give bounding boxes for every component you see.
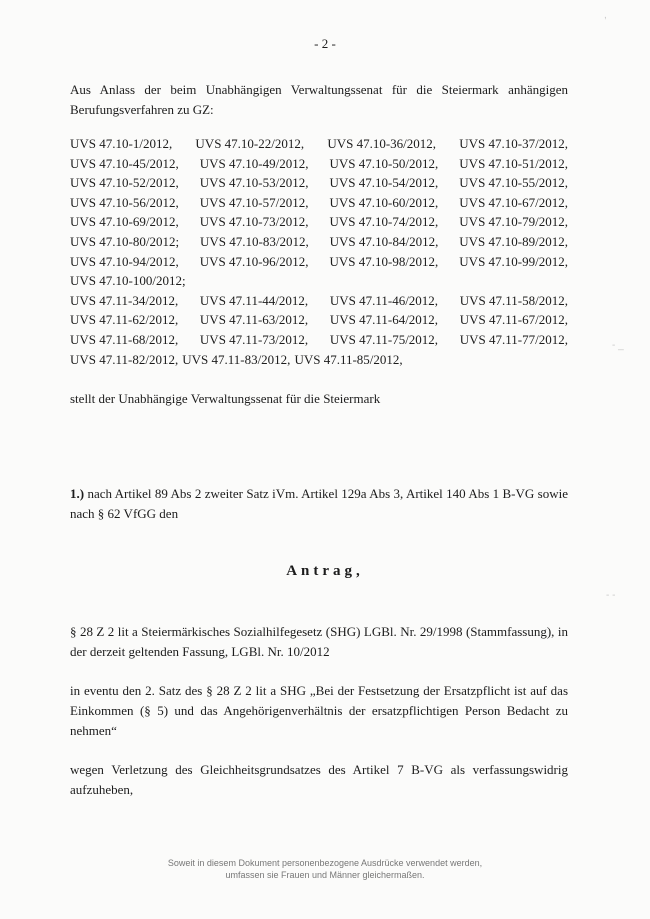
page-number: - 2 - bbox=[314, 36, 336, 51]
case-number: UVS 47.11-77/2012, bbox=[459, 331, 568, 347]
case-number: UVS 47.10-22/2012, bbox=[195, 136, 305, 151]
case-number: UVS 47.10-57/2012, bbox=[199, 194, 309, 210]
case-number: UVS 47.11-58/2012, bbox=[459, 292, 568, 308]
case-number-line bbox=[70, 291, 568, 311]
case-number-line bbox=[70, 252, 568, 272]
case-number: UVS 47.10-49/2012, bbox=[199, 155, 309, 171]
case-number: UVS 47.11-46/2012, bbox=[329, 292, 439, 308]
case-number: UVS 47.10-73/2012, bbox=[199, 214, 309, 230]
case-number-line bbox=[70, 154, 568, 174]
case-number-line bbox=[70, 310, 568, 330]
case-number: UVS 47.10-54/2012, bbox=[329, 175, 439, 191]
clause-text: nach Artikel 89 Abs 2 zweiter Satz iVm. Artikel 129a Abs 3, Artikel 140 Abs 1 B-VG sowie nach § 62 VfGG den bbox=[70, 486, 568, 521]
case-number: UVS 47.10-84/2012, bbox=[329, 233, 439, 249]
case-number-line bbox=[70, 330, 568, 350]
case-number: UVS 47.10-98/2012, bbox=[329, 253, 439, 269]
case-number: UVS 47.10-69/2012, bbox=[70, 214, 179, 230]
case-number: UVS 47.10-80/2012; bbox=[70, 233, 180, 249]
clause-1 bbox=[70, 484, 568, 524]
case-number-line bbox=[70, 232, 568, 252]
case-number: UVS 47.10-51/2012, bbox=[459, 155, 568, 171]
case-number: UVS 47.10-74/2012, bbox=[329, 214, 439, 230]
case-number: UVS 47.10-52/2012, bbox=[70, 175, 179, 191]
footer-note bbox=[0, 857, 650, 881]
case-number-line bbox=[70, 134, 568, 154]
case-number: UVS 47.11-62/2012, bbox=[70, 312, 179, 328]
footer-line-2: umfassen sie Frauen und Männer gleichermaßen. bbox=[225, 870, 425, 880]
paragraph-shg: § 28 Z 2 lit a Steiermärkisches Sozialhilfegesetz (SHG) LGBl. Nr. 29/1998 (Stammfassung), in der derzeit geltenden Fassung, LGBl. Nr. 10/2012 bbox=[70, 624, 568, 659]
case-number-line bbox=[70, 173, 568, 193]
case-number: UVS 47.11-34/2012, bbox=[70, 292, 179, 308]
case-number: UVS 47.10-89/2012, bbox=[459, 233, 568, 249]
heading-antrag: Antrag, bbox=[286, 563, 364, 579]
case-number: UVS 47.10-100/2012; bbox=[70, 273, 186, 289]
case-number: UVS 47.11-82/2012, bbox=[70, 351, 179, 367]
paragraph-verletzung: wegen Verletzung des Gleichheitsgrundsatzes des Artikel 7 B-VG als verfassungswidrig aufzuheben, bbox=[70, 762, 568, 797]
scan-mark: - _ bbox=[612, 340, 624, 351]
case-number-line bbox=[70, 212, 568, 232]
case-number-line bbox=[70, 271, 568, 291]
case-number: UVS 47.11-64/2012, bbox=[329, 312, 439, 328]
intro-paragraph: Aus Anlass der beim Unabhängigen Verwaltungssenat für die Steiermark anhängigen Berufungsverfahren zu GZ: bbox=[70, 82, 568, 117]
case-number: UVS 47.11-85/2012, bbox=[294, 351, 403, 367]
paragraph-in-eventu: in eventu den 2. Satz des § 28 Z 2 lit a SHG „Bei der Festsetzung der Ersatzpflicht ist auf das Einkommen (§ 5) und das Angehörigenverhältnis der ersatzpflichtigen Person Bedacht zu nehmen“ bbox=[70, 683, 568, 738]
case-number: UVS 47.10-56/2012, bbox=[70, 194, 179, 210]
case-number: UVS 47.10-1/2012, bbox=[70, 136, 173, 151]
footer-line-1: Soweit in diesem Dokument personenbezogene Ausdrücke verwendet werden, bbox=[167, 858, 483, 868]
case-number: UVS 47.10-37/2012, bbox=[459, 136, 568, 151]
scan-mark: - - bbox=[606, 590, 616, 601]
case-number: UVS 47.11-67/2012, bbox=[459, 312, 568, 328]
case-number: UVS 47.10-55/2012, bbox=[459, 175, 568, 191]
case-number-list bbox=[70, 134, 568, 369]
case-number: UVS 47.10-50/2012, bbox=[329, 155, 439, 171]
case-number: UVS 47.10-36/2012, bbox=[327, 136, 437, 151]
case-number: UVS 47.10-67/2012, bbox=[459, 194, 568, 210]
case-number: UVS 47.11-68/2012, bbox=[70, 331, 179, 347]
case-number: UVS 47.10-60/2012, bbox=[329, 194, 439, 210]
case-number: UVS 47.10-45/2012, bbox=[70, 155, 179, 171]
case-number: UVS 47.11-75/2012, bbox=[329, 331, 439, 347]
case-number: UVS 47.10-94/2012, bbox=[70, 253, 179, 269]
case-number-line bbox=[70, 350, 568, 370]
case-number: UVS 47.11-83/2012, bbox=[182, 351, 291, 367]
case-number: UVS 47.10-83/2012, bbox=[200, 233, 309, 249]
case-number: UVS 47.10-99/2012, bbox=[459, 253, 568, 269]
case-number: UVS 47.10-53/2012, bbox=[199, 175, 309, 191]
scan-mark: , bbox=[604, 10, 607, 21]
clause-number: 1.) bbox=[70, 486, 85, 501]
case-number: UVS 47.11-73/2012, bbox=[199, 331, 309, 347]
case-number: UVS 47.11-63/2012, bbox=[199, 312, 309, 328]
case-number-line bbox=[70, 193, 568, 213]
senate-line: stellt der Unabhängige Verwaltungssenat für die Steiermark bbox=[70, 391, 381, 406]
case-number: UVS 47.10-79/2012, bbox=[459, 214, 568, 230]
case-number: UVS 47.10-96/2012, bbox=[199, 253, 309, 269]
case-number: UVS 47.11-44/2012, bbox=[199, 292, 309, 308]
